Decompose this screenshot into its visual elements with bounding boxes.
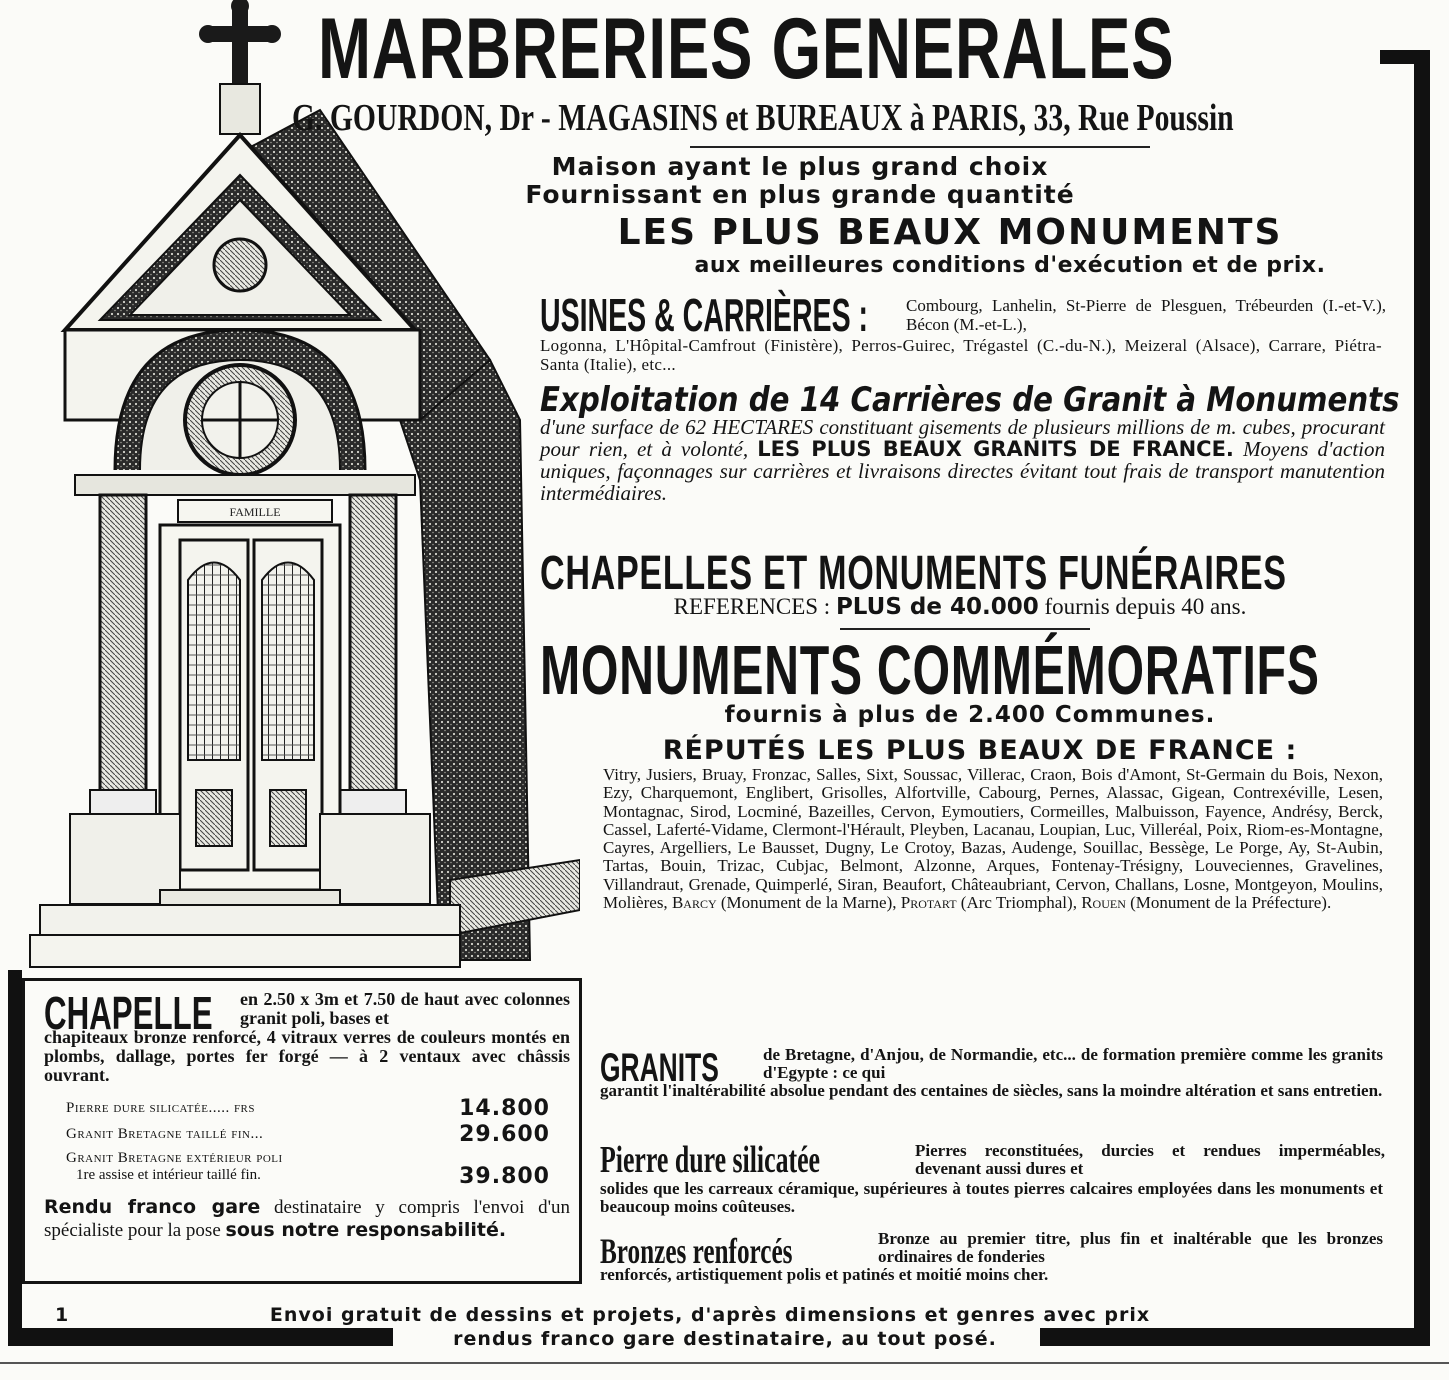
chapelle-body: chapiteaux bronze renforcé, 4 vitraux verres de couleurs montés en plombs, dallage, portes fer forgé — à 2 ventaux avec châssis ouvrant. — [44, 1027, 570, 1085]
headline-sub: aux meilleures conditions d'exécution et de prix. — [694, 253, 1326, 278]
town-protart: Protart — [900, 893, 957, 913]
footer-number: 1 — [55, 1304, 69, 1326]
price-value: 29.600 — [459, 1122, 550, 1147]
exploitation-strong: LES PLUS BEAUX GRANITS DE FRANCE. — [757, 437, 1234, 461]
town-protart-note: (Arc Triomphal), — [960, 893, 1077, 913]
pierre-title: Pierre dure silicatée — [600, 1139, 821, 1181]
footer-line-1: Envoi gratuit de dessins et projets, d'après dimensions et genres avec prix — [269, 1304, 1151, 1326]
exploitation-body — [540, 416, 1385, 504]
references-rest: fournis depuis 40 ans. — [1044, 594, 1247, 619]
usines-lead: Combourg, Lanhelin, St-Pierre de Plesguen, Trébeurden (I.-et-V.), Bécon (M.-et-L.), — [906, 296, 1386, 334]
exploitation-title: Exploitation de 14 Carrières de Granit à Monuments — [540, 380, 1400, 420]
reputes-line: RÉPUTÉS LES PLUS BEAUX DE FRANCE : — [662, 735, 1298, 766]
references-label: REFERENCES : — [673, 594, 831, 619]
tagline — [440, 153, 1160, 209]
towns-text: Vitry, Jusiers, Bruay, Fronzac, Salles, Sixt, Soussac, Villerac, Craon, Bois d'Amont, St-Germain du Bois, Nexon, Ezy, Charquemont, Englibert, Grisolles, Alfortville, Cabourg, Pernes, Alassac, Gigean, Contrexéville, Lesen, Montagnac, Sirod, Locminé, Bazeilles, Cervon, Eymoutiers, Cormeilles, Malbuisson, Fayence, Andrésy, Berck, Cassel, Laferté-Vidame, Clermont-l'Hérault, Pleyben, Lacanau, Loupian, Luc, Villeréal, Poix, Riom-es-Montagne, Cayres, Argelliers, Le Bausset, Dugny, Le Crotoy, Bazas, Audenge, Souillac, Bessège, Le Porge, Ay, St-Aubin, Tartas, Bouin, Trizac, Cubjac, Belmont, Alzonne, Arques, Fontenay-Trésigny, Louveciennes, Gravelines, Villandraut, Grenade, Quimperlé, Siran, Beaufort, Châteaubriant, Cervon, Challans, Losne, Montgeyon, Moulins, Molières, — [603, 765, 1383, 913]
chapelle-word: CHAPELLE — [44, 987, 213, 1039]
price-label: Pierre dure silicatée..... frs — [66, 1100, 256, 1116]
monuments-title: MONUMENTS COMMÉMORATIFS — [540, 631, 1320, 709]
frame-left — [8, 970, 22, 1346]
chapelles-title: CHAPELLES ET MONUMENTS FUNÉRAIRES — [540, 547, 1287, 600]
rendu-strong-2: sous notre responsabilité. — [225, 1219, 507, 1241]
references-strong: PLUS de 40.000 — [835, 594, 1039, 620]
price-value: 14.800 — [459, 1096, 550, 1121]
bronzes-body: renforcés, artistiquement polis et patinés et moitié moins cher. — [600, 1265, 1049, 1284]
cross-icon — [199, 0, 281, 134]
price-label: Granit Bretagne taillé fin... — [66, 1126, 264, 1142]
price-row-granit-taille — [66, 1122, 556, 1147]
headline-monuments: LES PLUS BEAUX MONUMENTS — [617, 212, 1283, 253]
frame-right — [1414, 50, 1430, 1346]
bronzes-title: Bronzes renforcés — [600, 1231, 793, 1271]
rendu-franco — [44, 1196, 570, 1242]
chapelle-lead: en 2.50 x 3m et 7.50 de haut avec colonnes granit poli, bases et — [240, 989, 570, 1028]
frame-bottom-right — [1040, 1328, 1430, 1346]
usines-body: Logonna, L'Hôpital-Camfrout (Finistère), Perros-Guirec, Trégastel (C.-du-N.), Meizeral (Alsace), Carrare, Piétra-Santa (Italie), etc... — [540, 336, 1382, 374]
main-title: MARBRERIES GENERALES — [318, 1, 1175, 97]
plaque-text: FAMILLE — [229, 505, 281, 519]
price-row-pierre — [66, 1096, 556, 1121]
bronzes-lead: Bronze au premier titre, plus fin et inaltérable que les bronzes ordinaires de fonderies — [878, 1229, 1383, 1266]
subtitle-rule — [690, 146, 1150, 148]
subtitle: G. GOURDON, Dr - MAGASINS et BUREAUX à PARIS, 33, Rue Poussin — [292, 97, 1234, 139]
town-rouen-note: (Monument de la Préfecture). — [1130, 893, 1332, 913]
tagline-line-2: Fournissant en plus grande quantité — [525, 180, 1075, 209]
exploitation-text-2: Moyens d'action uniques, façonnages sur carrières et livraisons directes évitant tout frais de transport manutention intermédiaires. — [540, 437, 1386, 505]
town-barcy: Barcy — [671, 893, 717, 913]
price-row-granit-poli — [66, 1150, 556, 1189]
price-value: 39.800 — [459, 1164, 550, 1189]
rendu-rest: destinataire y compris l'envoi d'un spécialiste pour la pose — [44, 1197, 570, 1241]
price-label-2: 1re assise et intérieur taillé fin. — [76, 1167, 261, 1183]
tagline-line-1: Maison ayant le plus grand choix — [551, 152, 1049, 181]
usines-title: USINES & CARRIÈRES : — [540, 289, 869, 341]
rendu-strong: Rendu franco gare — [44, 1196, 261, 1218]
references-line — [560, 594, 1360, 620]
exploitation-text-1: d'une surface de 62 HECTARES constituant gisements de plusieurs millions de m. cubes, procurant pour rien, et à volonté, — [540, 415, 1385, 461]
price-label: Granit Bretagne extérieur poli — [66, 1150, 283, 1166]
granits-title: GRANITS — [600, 1046, 719, 1090]
pierre-body: solides que les carreaux céramique, supérieures à toutes pierres calcaires employées dans les monuments et beaucoup moins coûteuses. — [600, 1179, 1383, 1216]
frame-bottom-left — [8, 1328, 393, 1346]
granits-body: garantit l'inaltérabilité absolue pendant des centaines de siècles, sans la moindre altération et sans entretien. — [600, 1081, 1383, 1100]
town-rouen: Rouen — [1081, 893, 1126, 913]
chapel-illustration — [20, 0, 580, 975]
bottom-hairline — [0, 1362, 1449, 1364]
towns-list — [603, 766, 1383, 912]
town-barcy-note: (Monument de la Marne), — [720, 893, 897, 913]
communes-line: fournis à plus de 2.400 Communes. — [724, 702, 1216, 728]
pierre-lead: Pierres reconstituées, durcies et rendues imperméables, devenant aussi dures et — [915, 1141, 1385, 1178]
granits-lead: de Bretagne, d'Anjou, de Normandie, etc... de formation première comme les granits d'Egypte : ce qui — [763, 1045, 1383, 1082]
footer-line-2: rendus franco gare destinataire, au tout posé. — [453, 1328, 997, 1350]
